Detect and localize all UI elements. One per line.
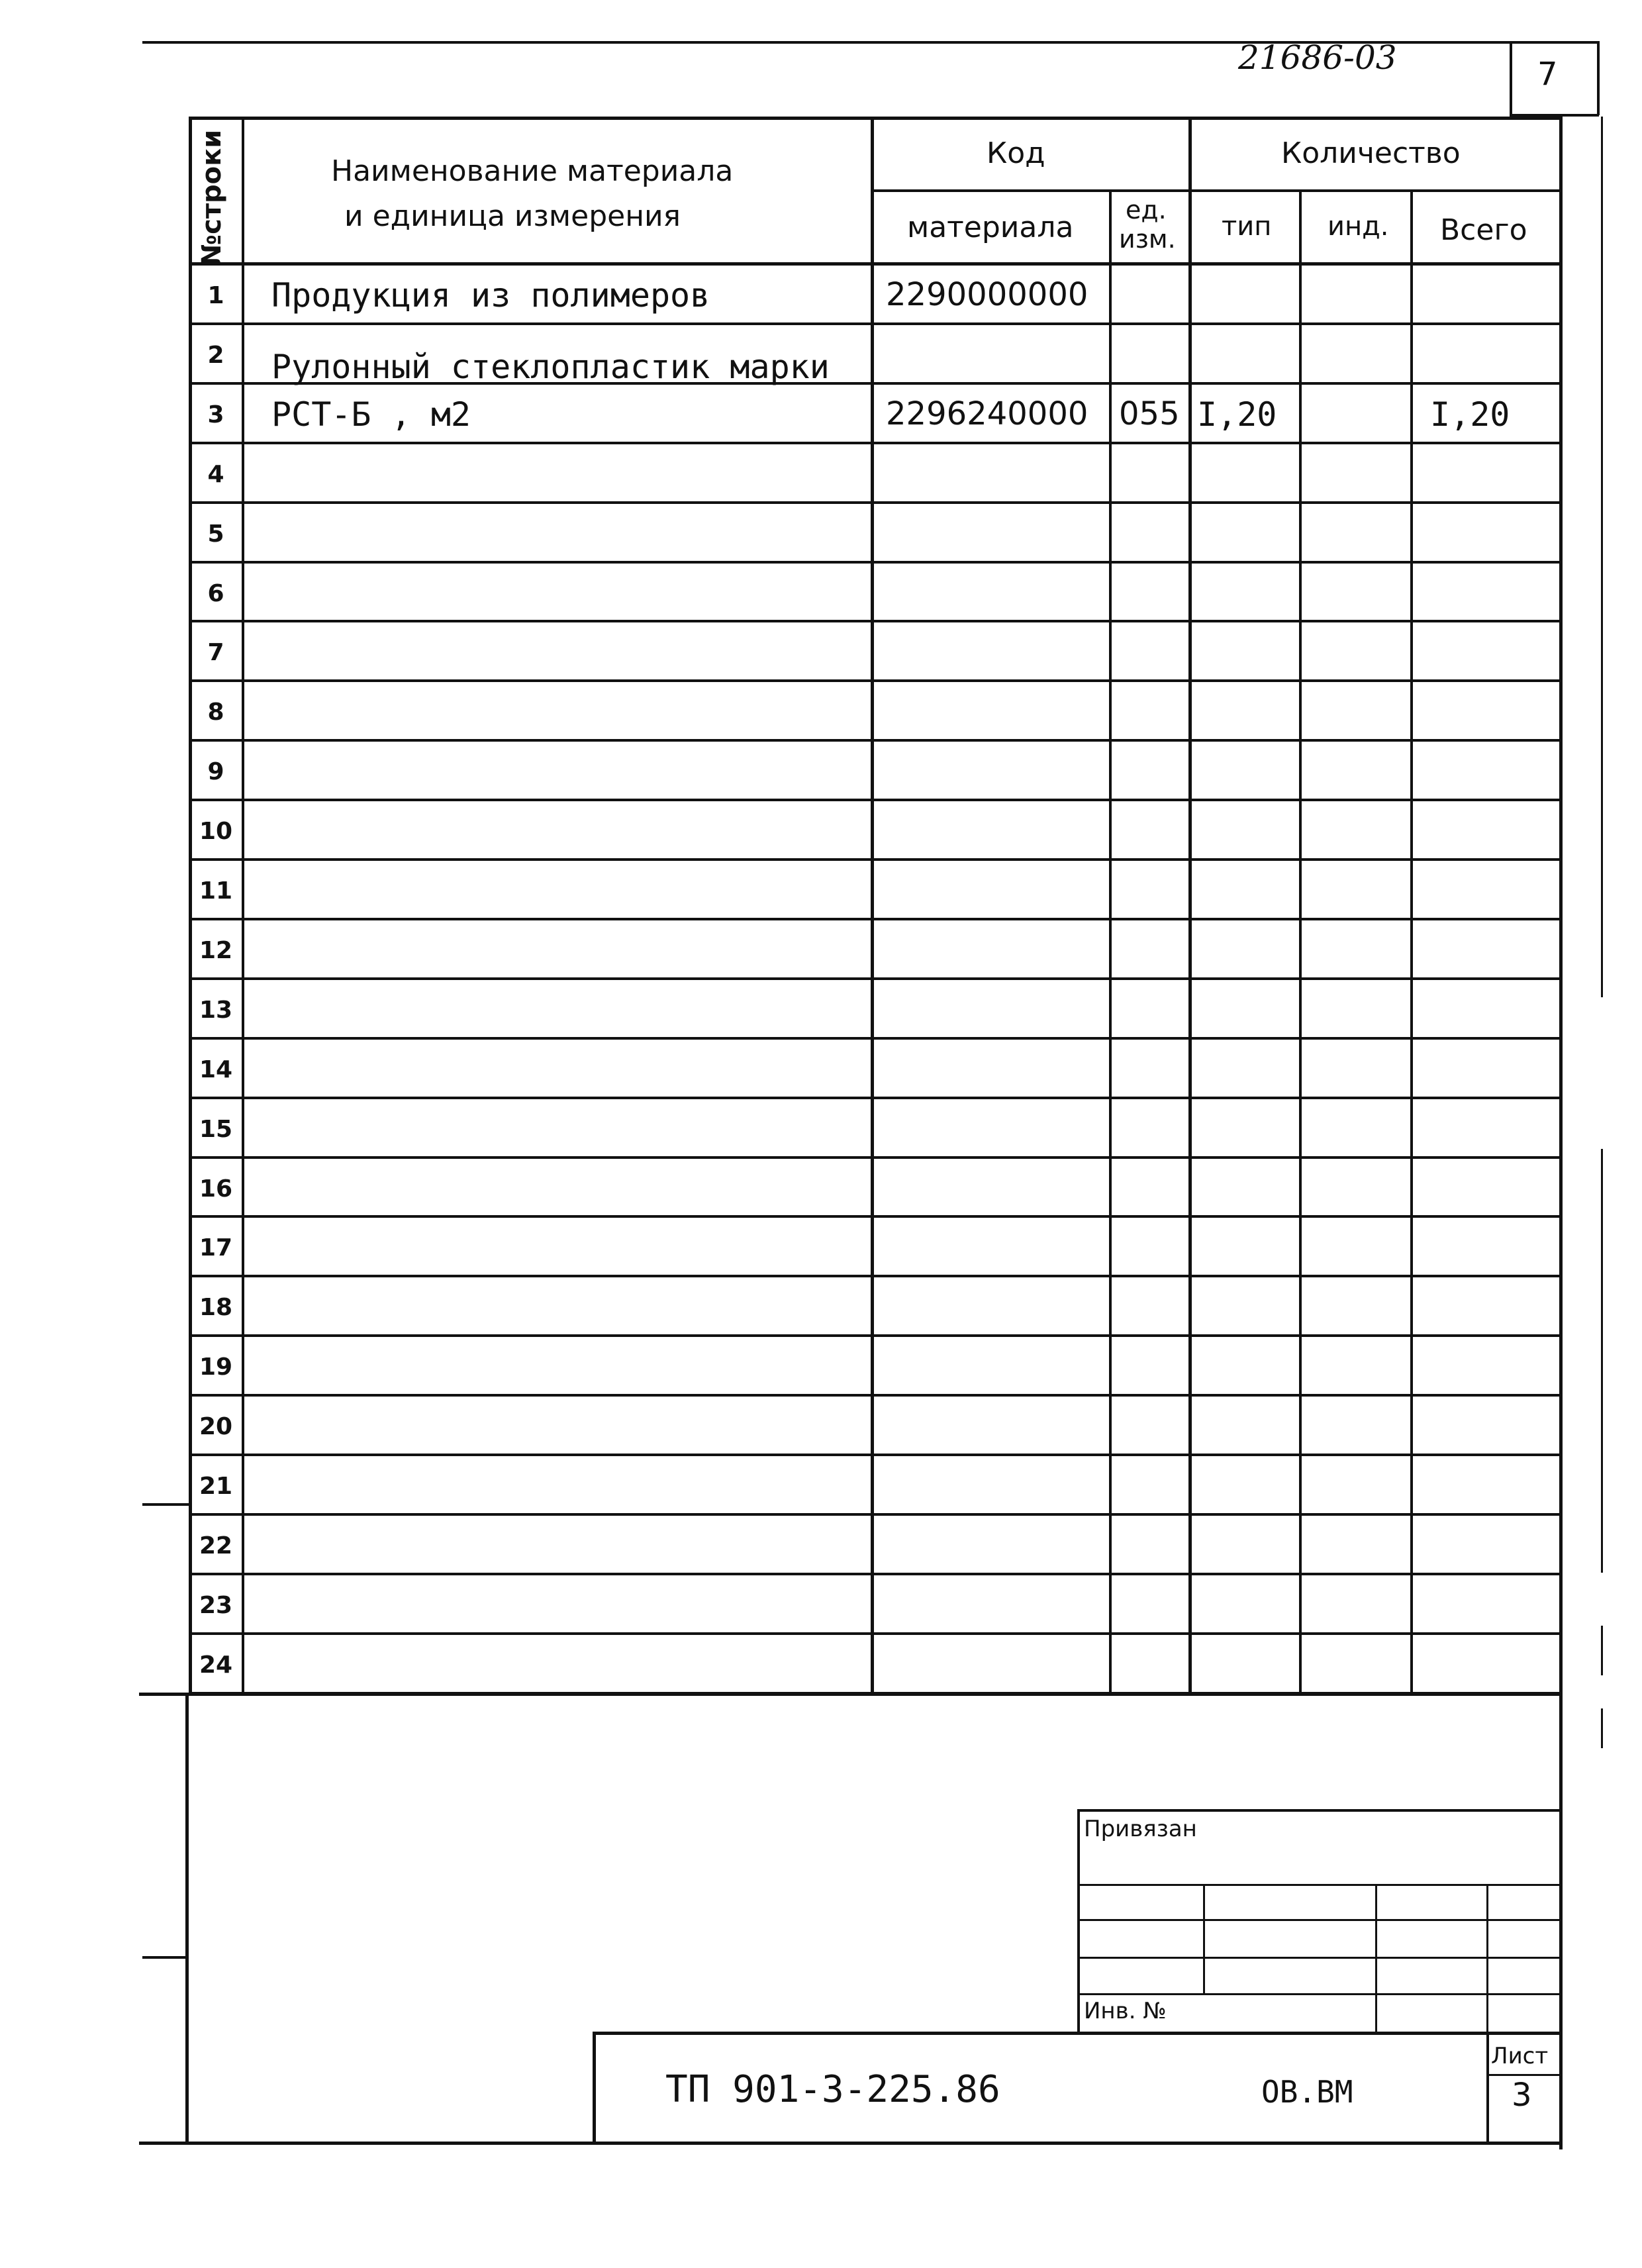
table-row-line xyxy=(189,1573,1563,1575)
table-bottom-line xyxy=(139,1693,1563,1696)
table-cell-total: I,20 xyxy=(1430,395,1510,434)
table-row-line xyxy=(189,442,1563,444)
table-row-number: 18 xyxy=(199,1294,233,1322)
table-row-line xyxy=(189,1156,1563,1159)
attached-block-left xyxy=(1077,1809,1080,2034)
table-row-number: 21 xyxy=(199,1473,233,1500)
table-row-line xyxy=(189,1097,1563,1099)
table-row-line xyxy=(189,679,1563,682)
table-row-number: 10 xyxy=(199,818,233,846)
project-code: ТП 901-3-225.86 xyxy=(665,2068,1000,2111)
table-row-line xyxy=(189,1513,1563,1516)
header-sub-line xyxy=(871,189,1563,192)
table-cell-name: РСТ-Б , м2 xyxy=(271,395,471,434)
table-row-number: 6 xyxy=(207,579,224,607)
document-code: 21686-03 xyxy=(1238,38,1397,77)
inventory-label: Инв. № xyxy=(1084,1998,1167,2024)
table-cell-name: Рулонный стеклопластик марки xyxy=(271,347,830,386)
title-block-top xyxy=(593,2032,1563,2035)
header-row-number: №строки xyxy=(197,129,227,266)
right-margin-line-4 xyxy=(1601,1708,1603,1748)
table-row-line xyxy=(189,1215,1563,1218)
table-cell-name: Продукция из полимеров xyxy=(271,276,710,315)
table-row-line xyxy=(189,977,1563,980)
col-sep-type xyxy=(1299,191,1302,1693)
table-row-number: 2 xyxy=(207,341,224,369)
table-cell-unit: 055 xyxy=(1119,395,1180,432)
table-row-line xyxy=(189,1394,1563,1397)
table-row-line xyxy=(189,858,1563,861)
table-row-number: 8 xyxy=(207,699,224,726)
attached-label: Привязан xyxy=(1084,1816,1197,1842)
header-qty-type: тип xyxy=(1222,211,1272,242)
header-bottom-line xyxy=(189,262,1563,266)
col-sep-unit xyxy=(1188,117,1192,1693)
right-margin-line-2 xyxy=(1601,1149,1603,1573)
table-top-border xyxy=(189,117,1563,120)
header-qty-individual: инд. xyxy=(1328,211,1389,242)
sheet-label: Лист xyxy=(1491,2043,1549,2069)
table-cell-type: I,20 xyxy=(1197,395,1277,434)
table-row-number: 3 xyxy=(207,401,224,428)
attached-col-1 xyxy=(1203,1884,1205,1993)
table-right-border xyxy=(1559,117,1563,2149)
table-row-number: 12 xyxy=(199,936,233,964)
table-row-number: 4 xyxy=(207,460,224,488)
table-row-number: 20 xyxy=(199,1413,233,1441)
table-row-line xyxy=(189,1632,1563,1635)
attached-col-3 xyxy=(1486,1884,1488,2033)
table-row-line xyxy=(189,1454,1563,1456)
header-unit-line2: изм. xyxy=(1119,224,1176,254)
sheet-box-left xyxy=(1486,2032,1489,2144)
table-row-line xyxy=(189,620,1563,622)
col-sep-ind xyxy=(1410,191,1413,1693)
table-row-line xyxy=(189,1275,1563,1277)
col-sep-name xyxy=(871,117,874,1693)
title-block-left xyxy=(593,2032,596,2144)
table-row-line xyxy=(189,501,1563,504)
lower-left-border xyxy=(185,1693,189,2143)
table-row-number: 17 xyxy=(199,1234,233,1262)
page-number-box-left xyxy=(1510,41,1512,115)
table-row-number: 14 xyxy=(199,1056,233,1083)
table-row-number: 22 xyxy=(199,1532,233,1559)
margin-tick-2 xyxy=(142,1956,189,1959)
page-number-box-right xyxy=(1597,41,1600,115)
table-row-line xyxy=(189,1334,1563,1337)
header-code-material: материала xyxy=(907,211,1074,244)
margin-tick-1 xyxy=(142,1503,189,1506)
table-row-number: 7 xyxy=(207,639,224,667)
sheet-number: 3 xyxy=(1512,2077,1532,2114)
header-unit-line1: ед. xyxy=(1126,195,1167,224)
table-row-line xyxy=(189,1037,1563,1040)
table-row-number: 5 xyxy=(207,520,224,548)
table-row-number: 9 xyxy=(207,758,224,786)
table-row-number: 24 xyxy=(199,1651,233,1679)
header-code-group: Код xyxy=(987,136,1045,170)
attached-line-1 xyxy=(1077,1884,1563,1886)
header-name-line1: Наименование материала xyxy=(331,154,734,188)
table-row-number: 19 xyxy=(199,1354,233,1381)
right-margin-line-3 xyxy=(1601,1626,1603,1675)
table-row-line xyxy=(189,739,1563,742)
table-row-line xyxy=(189,561,1563,564)
col-sep-code xyxy=(1109,191,1112,1693)
attached-line-4 xyxy=(1077,1993,1563,1995)
table-row-number: 1 xyxy=(207,282,224,309)
table-row-number: 16 xyxy=(199,1175,233,1203)
header-qty-total: Всего xyxy=(1440,213,1527,247)
page-number: 7 xyxy=(1537,56,1558,93)
attached-line-2 xyxy=(1077,1919,1563,1921)
header-name-line2: и единица измерения xyxy=(344,199,681,233)
section-code: ОВ.ВМ xyxy=(1261,2074,1353,2110)
attached-line-3 xyxy=(1077,1957,1563,1959)
right-margin-line-1 xyxy=(1601,117,1603,997)
sheet-box-divider xyxy=(1486,2074,1563,2076)
table-row-line xyxy=(189,799,1563,801)
table-row-number: 23 xyxy=(199,1591,233,1619)
attached-block-top xyxy=(1077,1809,1563,1812)
sheet-bottom-line xyxy=(139,2142,1563,2145)
table-row-number: 11 xyxy=(199,877,233,905)
header-quantity-group: Количество xyxy=(1281,136,1461,170)
attached-col-2 xyxy=(1375,1884,1377,2033)
table-cell-code: 2296240000 xyxy=(886,395,1088,432)
table-row-line xyxy=(189,918,1563,920)
table-row-line xyxy=(189,322,1563,325)
table-row-number: 13 xyxy=(199,996,233,1024)
table-cell-code: 2290000000 xyxy=(886,276,1088,313)
table-row-number: 15 xyxy=(199,1115,233,1143)
